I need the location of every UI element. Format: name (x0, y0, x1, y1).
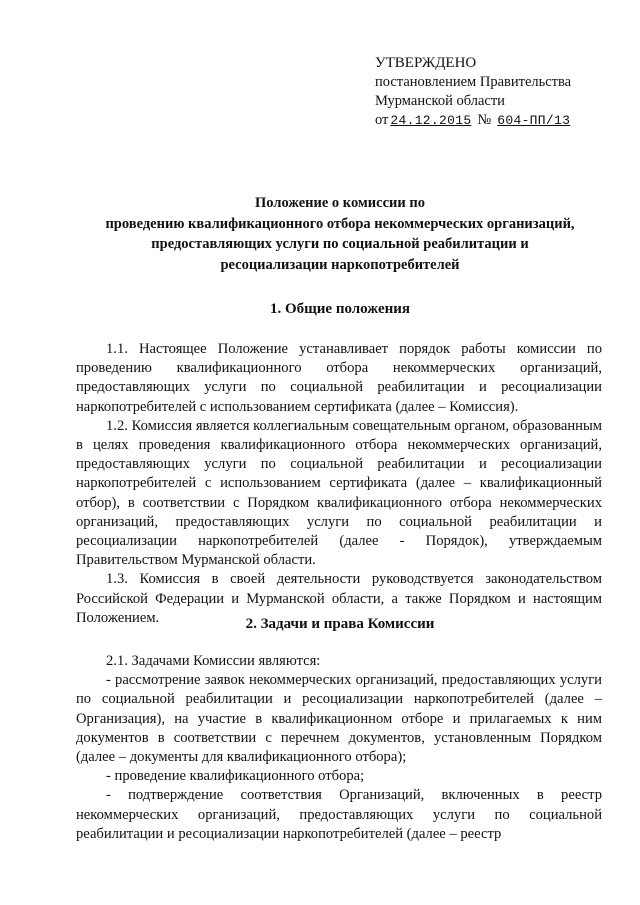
approval-line-2: Мурманской области (375, 93, 505, 109)
list-item-3: - подтверждение соответствия Организаций, включенных в реестр некоммерческих организаций, предоставляющих услуги по социальной реабилитации и ресоциализации наркопотребителей (далее – реестр (76, 787, 602, 842)
section-1-body (76, 340, 602, 628)
paragraph-2-1: 2.1. Задачами Комиссии являются: (106, 653, 321, 669)
from-label: от (375, 112, 389, 128)
section-2-heading: 2. Задачи и права Комиссии (245, 616, 435, 632)
section-1-heading: 1. Общие положения (269, 301, 411, 317)
title-line-4: ресоциализации наркопотребителей (220, 256, 460, 273)
approval-date-number (375, 111, 571, 130)
document-title (80, 193, 600, 275)
approval-number: 604-ПП/13 (497, 113, 571, 128)
approval-heading: УТВЕРЖДЕНО (375, 55, 477, 71)
list-item-1: - рассмотрение заявок некоммерческих организаций, предоставляющих услуги по социальной реабилитации и ресоциализации наркопотребителей (далее – Организация), на участие в квалификационном отборе и прилагаемых к ним документов в соответствии с перечнем документов, установленным Порядком (далее – документы для квалификационного отбора); (76, 672, 602, 766)
section-2-body (76, 652, 602, 844)
title-line-3: предоставляющих услуги по социальной реабилитации и (151, 236, 529, 252)
paragraph-1-2: 1.2. Комиссия является коллегиальным совещательным органом, образованным в целях проведения квалификационного отбора некоммерческих организаций, предоставляющих услуги по социальной реабилитации и ресоциализации наркопотребителей с использованием сертификата (далее – квалификационный отбор), в соответствии с Порядком квалификационного отбора некоммерческих организаций, предоставляющих услуги по социальной реабилитации и ресоциализации наркопотребителей (далее - Порядок), утверждаемым Правительством Мурманской области. (76, 417, 602, 569)
approval-line-1: постановлением Правительства (375, 74, 572, 90)
approval-date: 24.12.2015 (390, 113, 472, 128)
number-label: № (477, 112, 492, 128)
title-line-1: Положение о комиссии по (255, 195, 425, 211)
approval-stamp (375, 54, 571, 130)
paragraph-1-3: 1.3. Комиссия в своей деятельности руководствуется законодательством Российской Федерации и Мурманской области, а также Порядком и настоящим Положением. (76, 571, 602, 626)
paragraph-1-1: 1.1. Настоящее Положение устанавливает порядок работы комиссии по проведению квалификационного отбора некоммерческих организаций, предоставляющих услуги по социальной реабилитации и ресоциализации наркопотребителей с использованием сертификата (далее – Комиссия). (76, 341, 602, 415)
title-line-2: проведению квалификационного отбора некоммерческих организаций, (105, 215, 575, 232)
list-item-2: - проведение квалификационного отбора; (106, 768, 365, 785)
